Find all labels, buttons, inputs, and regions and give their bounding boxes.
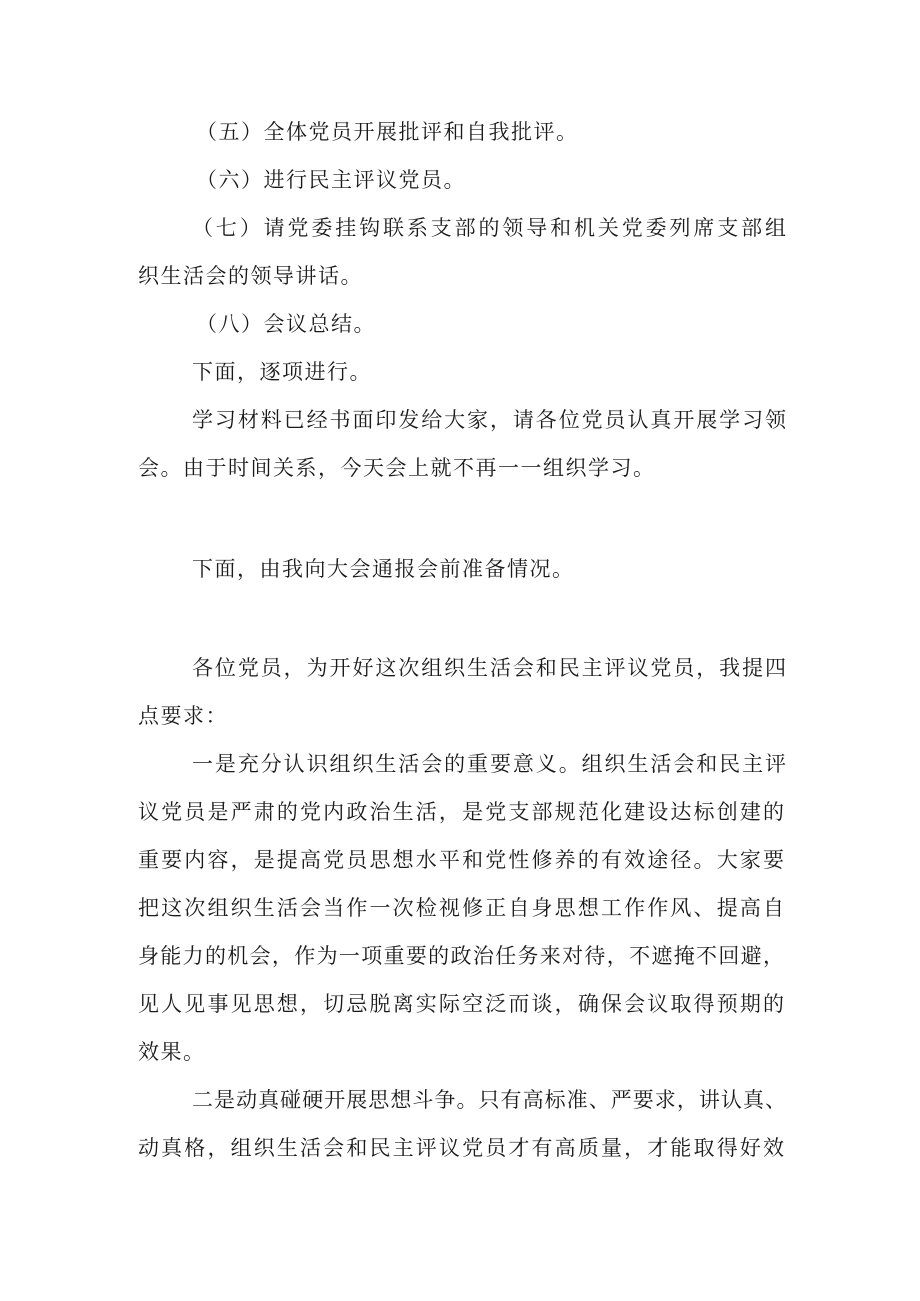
- text-line: 下面，由我向大会通报会前准备情况。: [192, 557, 575, 581]
- text-line: 各位党员，为开好这次组织生活会和民主评议党员，我提四: [192, 656, 786, 680]
- text-line: 织生活会的领导讲话。: [138, 264, 363, 288]
- text-line: 效果。: [138, 1040, 206, 1064]
- text-line: 见人见事见思想，切忌脱离实际空泛而谈，确保会议取得预期的: [138, 992, 784, 1016]
- text-line: （八）会议总结。: [196, 312, 376, 336]
- text-line: 学习材料已经书面印发给大家，请各位党员认真开展学习领: [192, 408, 786, 432]
- text-line: 下面，逐项进行。: [192, 360, 372, 384]
- text-line: 点要求：: [138, 704, 228, 728]
- text-line: （五）全体党员开展批评和自我批评。: [196, 120, 579, 144]
- text-line: 身能力的机会，作为一项重要的政治任务来对待，不遮掩不回避，: [138, 944, 784, 968]
- text-line: 二是动真碰硬开展思想斗争。只有高标准、严要求，讲认真、: [192, 1088, 786, 1112]
- text-line: 重要内容，是提高党员思想水平和党性修养的有效途径。大家要: [138, 848, 784, 872]
- text-line: 一是充分认识组织生活会的重要意义。组织生活会和民主评: [192, 752, 786, 776]
- text-line: 议党员是严肃的党内政治生活，是党支部规范化建设达标创建的: [138, 800, 784, 824]
- text-line: 会。由于时间关系，今天会上就不再一一组织学习。: [138, 456, 656, 480]
- text-line: 把这次组织生活会当作一次检视修正自身思想工作作风、提高自: [138, 896, 784, 920]
- text-line: （六）进行民主评议党员。: [196, 168, 466, 192]
- text-line: （七）请党委挂钩联系支部的领导和机关党委列席支部组: [192, 216, 786, 240]
- text-line: 动真格，组织生活会和民主评议党员才有高质量，才能取得好效: [138, 1136, 784, 1160]
